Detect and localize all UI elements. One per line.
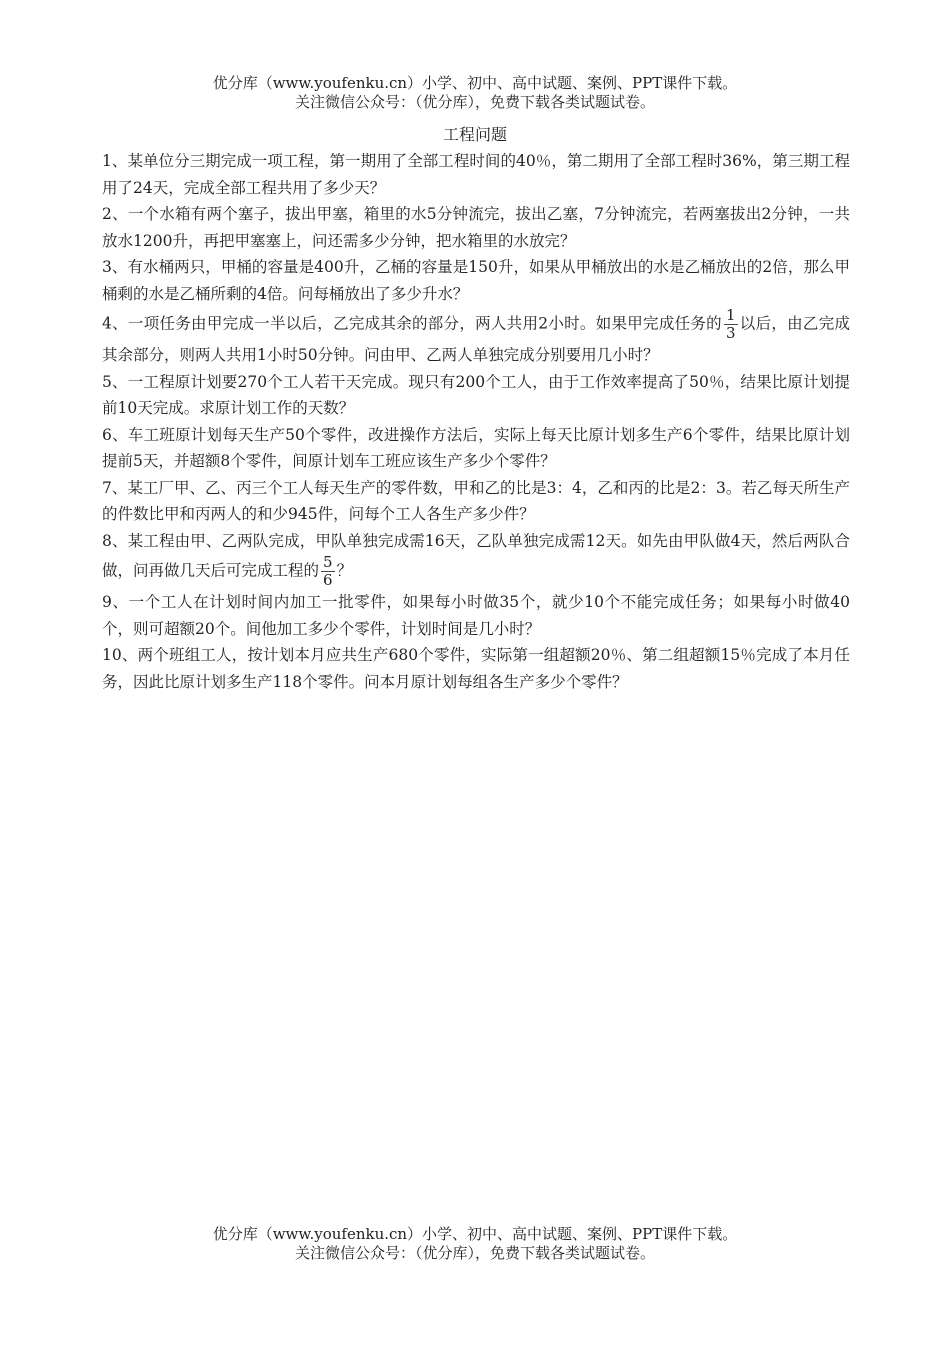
fraction-five-sixths: [321, 554, 335, 589]
problem-10: 10、两个班组工人，按计划本月应共生产680个零件，实际第一组超额20％、第二组超额15％完成了本月任务，因此比原计划多生产118个零件。问本月原计划每组各生产多少个零件？: [102, 646, 850, 691]
problem-2: 2、一个水箱有两个塞子，拔出甲塞，箱里的水5分钟流完，拔出乙塞，7分钟流完，若两塞拔出2分钟，一共放水1200升，再把甲塞塞上，问还需多少分钟，把水箱里的水放完？: [102, 205, 850, 250]
problem-3: 3、有水桶两只，甲桶的容量是400升，乙桶的容量是150升，如果从甲桶放出的水是乙桶放出的2倍，那么甲桶剩的水是乙桶所剩的4倍。问每桶放出了多少升水？: [102, 258, 850, 303]
header-line-2: 关注微信公众号：（优分库），免费下载各类试题试卷。: [294, 93, 655, 111]
page-title: 工程问题: [442, 125, 507, 144]
problem-list: [102, 148, 850, 695]
page-footer: [0, 1225, 950, 1263]
problem-4: [102, 307, 850, 369]
problem-4-text-after: 以后，由乙完成其余部分，则两人共用1小时50分钟。问由甲、乙两人单独完成分别要用几小时？: [102, 314, 850, 364]
problem-1: 1、某单位分三期完成一项工程，第一期用了全部工程时间的40％，第二期用了全部工程时36%，第三期工程用了24天，完成全部工程共用了多少天？: [102, 152, 850, 197]
fraction-denominator: 3: [725, 324, 736, 342]
problem-8-text-after: ？: [336, 561, 353, 580]
problem-6: 6、车工班原计划每天生产50个零件，改进操作方法后，实际上每天比原计划多生产6个零件，结果比原计划提前5天，并超额8个零件，间原计划车工班应该生产多少个零件？: [102, 425, 850, 470]
fraction-numerator: 1: [725, 306, 736, 324]
problem-8-text-before: 8、某工程由甲、乙两队完成，甲队单独完成需16天，乙队单独完成需12天。如先由甲队做4天，然后两队合做，问再做几天后可完成工程的: [102, 531, 850, 580]
header-line-1: 优分库（www.youfenku.cn）小学、初中、高中试题、案例、PPT课件下载。: [212, 74, 738, 92]
problem-7: 7、某工厂甲、乙、丙三个工人每天生产的零件数，甲和乙的比是3：4，乙和丙的比是2：3。若乙每天所生产的件数比甲和丙两人的和少945件，问每个工人各生产多少件？: [102, 478, 850, 523]
footer-line-1: 优分库（www.youfenku.cn）小学、初中、高中试题、案例、PPT课件下载。: [212, 1225, 738, 1243]
fraction-numerator: 5: [323, 553, 333, 571]
problem-4-text-before: 4、一项任务由甲完成一半以后，乙完成其余的部分，两人共用2小时。如果甲完成任务的: [102, 314, 722, 333]
fraction-one-third: [724, 307, 738, 342]
problem-9: 9、一个工人在计划时间内加工一批零件，如果每小时做35个，就少10个不能完成任务；如果每小时做40个，则可超额20个。间他加工多少个零件，计划时间是几小时？: [102, 593, 850, 638]
footer-line-2: 关注微信公众号：（优分库），免费下载各类试题试卷。: [294, 1244, 655, 1262]
fraction-denominator: 6: [323, 571, 333, 589]
problem-5: 5、一工程原计划要270个工人若干天完成。现只有200个工人，由于工作效率提高了50％，结果比原计划提前10天完成。求原计划工作的天数？: [102, 372, 850, 417]
page-header: [0, 74, 950, 112]
problem-8: [102, 528, 850, 590]
